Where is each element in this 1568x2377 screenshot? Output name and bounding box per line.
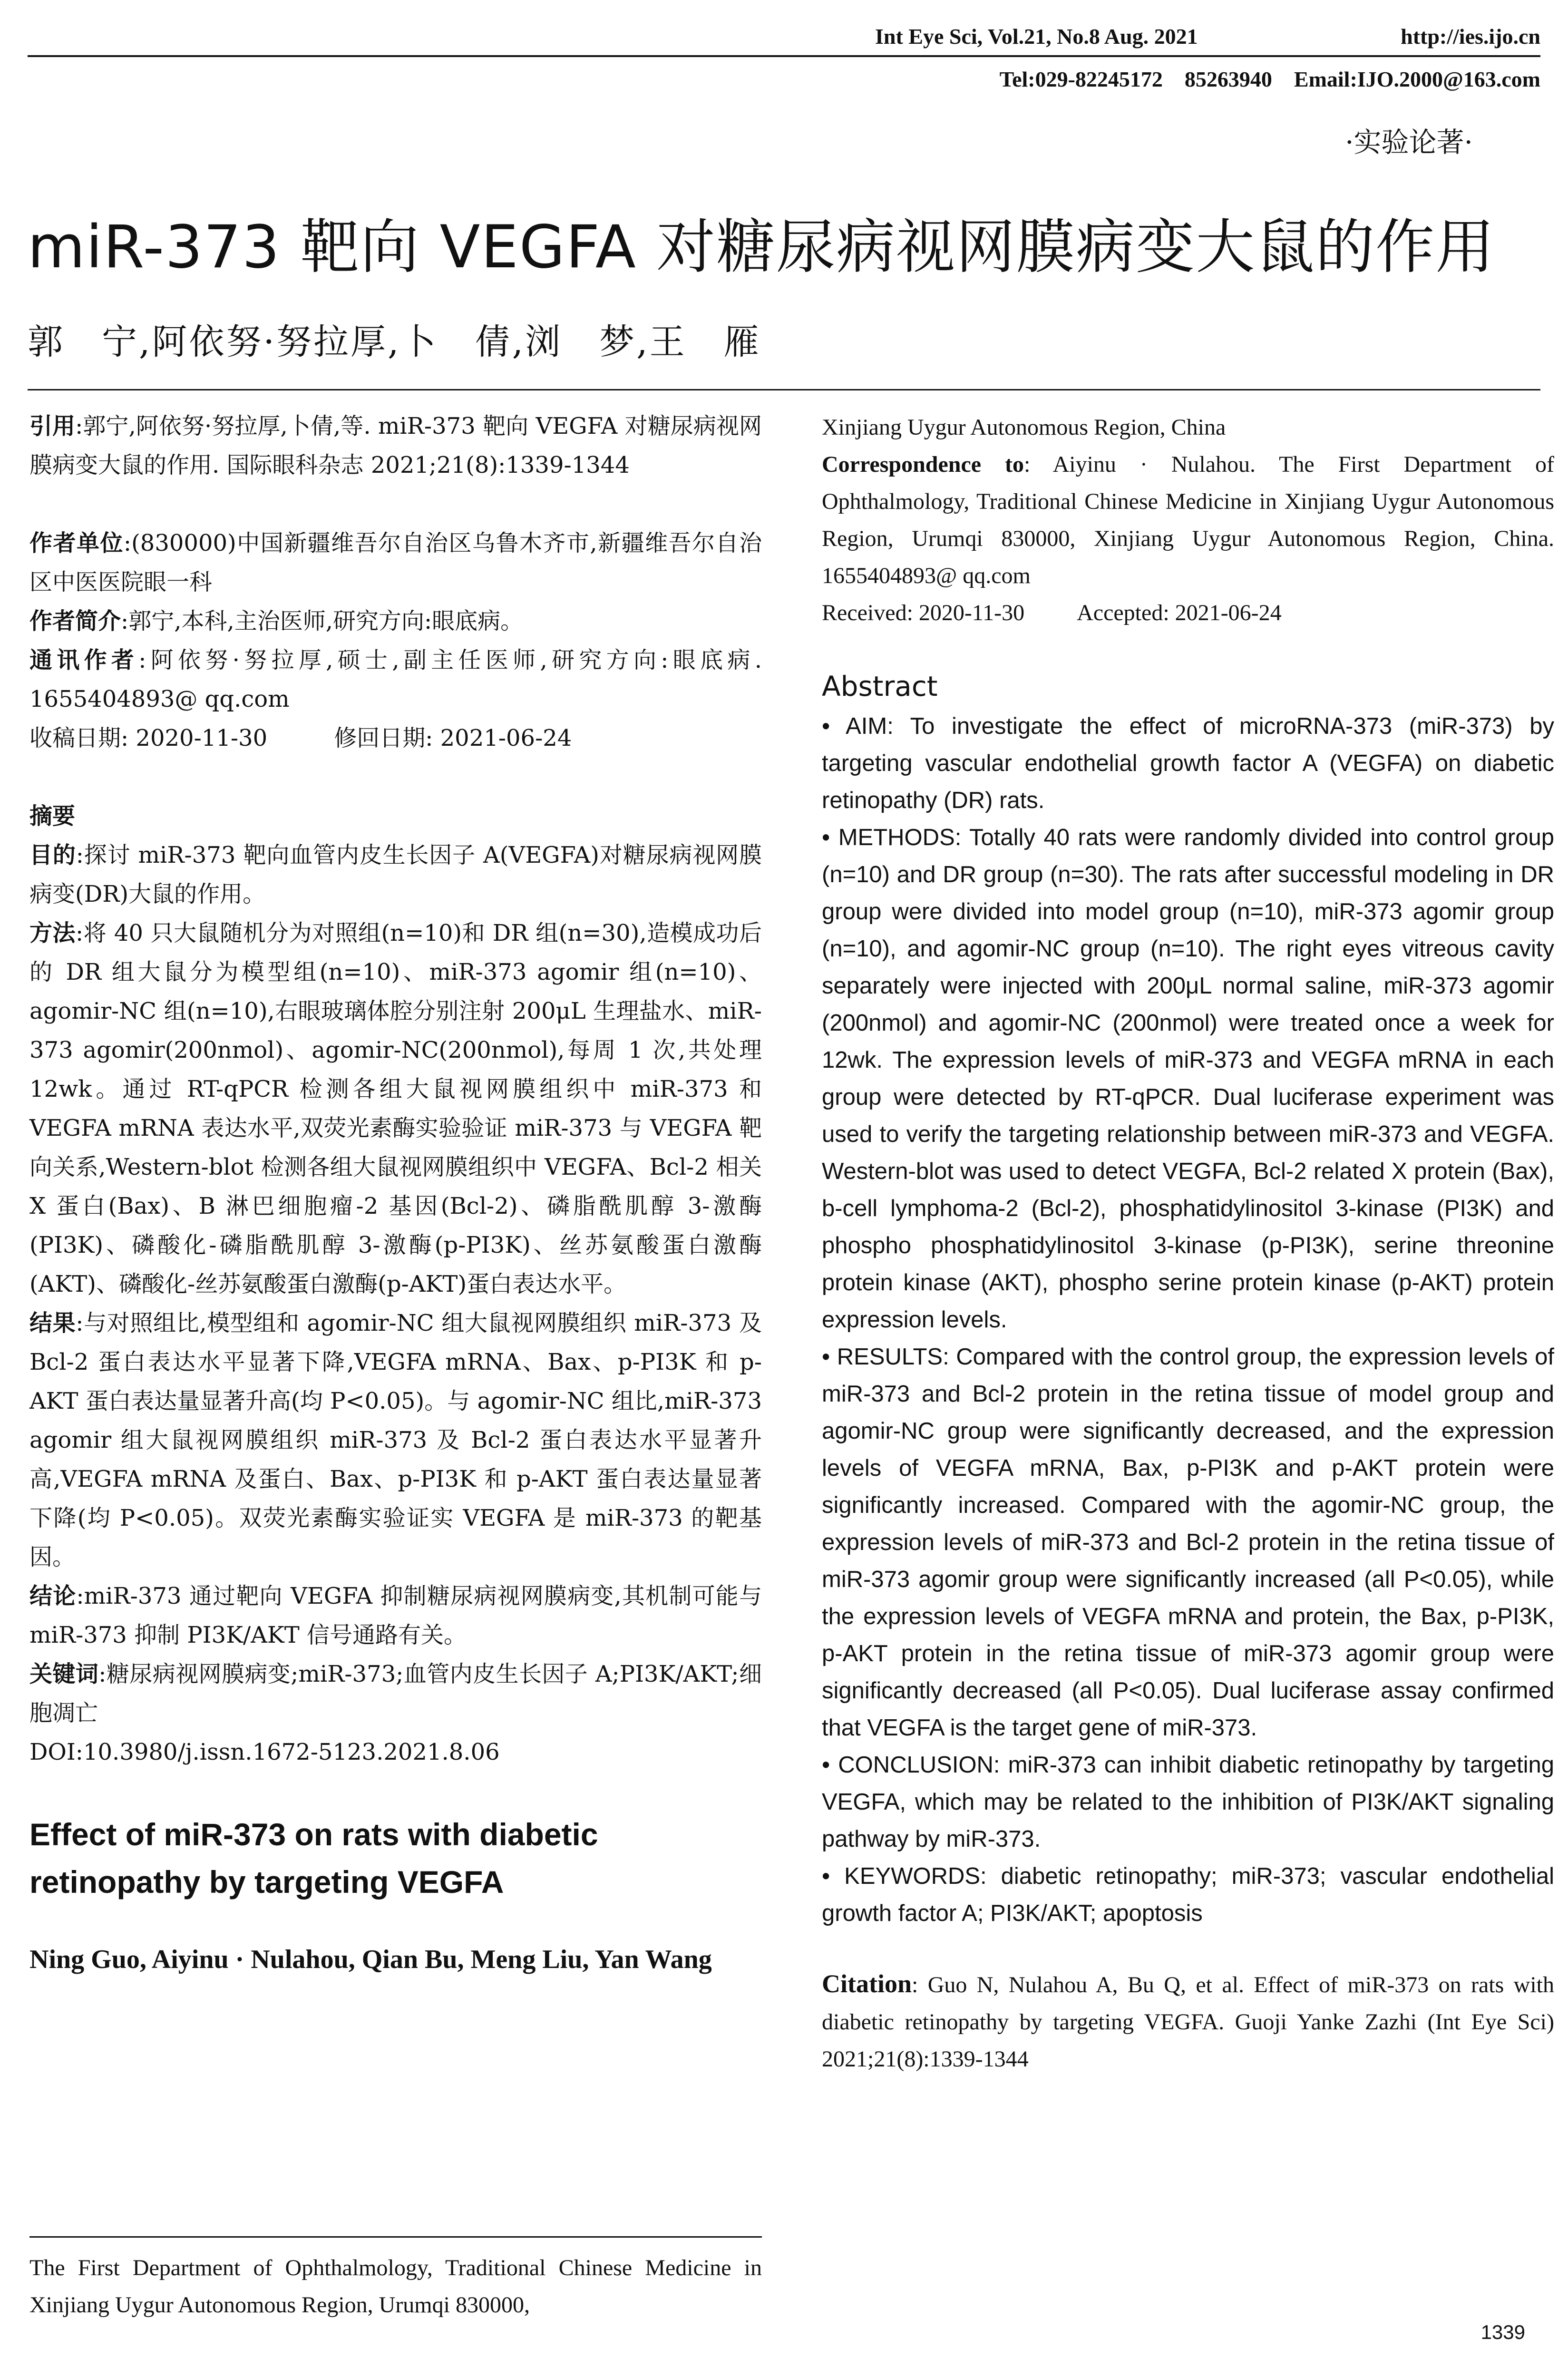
abstract-conclusion: • CONCLUSION: miR-373 can inhibit diabetic retinopathy by targeting VEGFA, which may be related to the inhibition of PI3K/AKT signaling pathway by miR-373. [822,1752,1554,1852]
journal-info: Int Eye Sci, Vol.21, No.8 Aug. 2021 [875,24,1198,49]
english-authors: Ning Guo, Aiyinu · Nulahou, Qian Bu, Meng Liu, Yan Wang [29,1945,712,1974]
dates-zh: 收稿日期: 2020-11-30 修回日期: 2021-06-24 [29,725,572,751]
english-correspondence: Correspondence to: Aiyinu · Nulahou. The First Department of Ophthalmology, Traditional Chinese Medicine in Xinjiang Uygur Autonomous Region, Urumqi 830000, Xinjiang Uygur Autonomous Region, China. 1655404893@ qq.com [822,452,1554,588]
author-bio-zh: 作者简介:郭宁,本科,主治医师,研究方向:眼底病。 [29,608,524,634]
english-title: Effect of miR-373 on rats with diabetic retinopathy by targeting VEGFA [29,1817,598,1900]
english-affiliation: The First Department of Ophthalmology, Traditional Chinese Medicine in Xinjiang Uygur Autonomous Region, Urumqi 830000, [29,2255,762,2318]
methods-zh: 方法:将 40 只大鼠随机分为对照组(n=10)和 DR 组(n=30),造模成功后的 DR 组大鼠分为模型组(n=10)、miR-373 agomir 组(n=10)、agomir-NC 组(n=10),右眼玻璃体腔分别注射 200μL 生理盐水、miR-373 agomir(200nmol)、agomir-NC(200nmol),每周 1 次,共处理 12wk。通过 RT-qPCR 检测各组大鼠视网膜组织中 miR-373 和 VEGFA mRNA 表达水平,双荧光素酶实验验证 miR-373 与 VEGFA 靶向关系,Western-blot 检测各组大鼠视网膜组织中 VEGFA、Bcl-2 相关 X 蛋白(Bax)、B 淋巴细胞瘤-2 基因(Bcl-2)、磷脂酰肌醇 3-激酶(PI3K)、磷酸化-磷脂酰肌醇 3-激酶(p-PI3K)、丝苏氨酸蛋白激酶(AKT)、磷酸化-丝苏氨酸蛋白激酶(p-AKT)蛋白表达水平。 [29,920,762,1297]
aim-zh: 目的:探讨 miR-373 靶向血管内皮生长因子 A(VEGFA)对糖尿病视网膜病变(DR)大鼠的作用。 [29,842,762,907]
right-column [822,409,1554,2078]
abstract-results: • RESULTS: Compared with the control group, the expression levels of miR-373 and Bcl-2 protein in the retina tissue of model group and agomir-NC group were significantly decreased, and the expression levels of VEGFA mRNA, Bax, p-PI3K and p-AKT protein were significantly increased. Compared with the agomir-NC group, the expression levels of miR-373 and Bcl-2 protein in the retina tissue of miR-373 agomir group were significantly increased (all P<0.05), while the expression levels of VEGFA mRNA and protein, the Bax, p-PI3K, p-AKT protein in the retina tissue of miR-373 agomir group were significantly decreased (all P<0.05). Dual luciferase assay confirmed that VEGFA is the target gene of miR-373. [822,1344,1554,1741]
header-rule [28,55,1540,57]
abstract-heading: Abstract [822,670,938,702]
citation-zh: 引用:郭宁,阿依努·努拉厚,卜倩,等. miR-373 靶向 VEGFA 对糖尿病视网膜病变大鼠的作用. 国际眼科杂志 2021;21(8):1339-1344 [29,413,762,478]
page-number: 1339 [1480,2321,1525,2343]
correspondence-zh: 通讯作者:阿依努·努拉厚,硕士,副主任医师,研究方向:眼底病. 1655404893@ qq.com [29,647,762,712]
title-rule [28,389,1540,390]
journal-url[interactable]: http://ies.ijo.cn [1401,24,1540,49]
conclusion-zh: 结论:miR-373 通过靶向 VEGFA 抑制糖尿病视网膜病变,其机制可能与 miR-373 抑制 PI3K/AKT 信号通路有关。 [29,1583,762,1648]
left-column [29,407,762,1980]
results-zh: 结果:与对照组比,模型组和 agomir-NC 组大鼠视网膜组织 miR-373 及 Bcl-2 蛋白表达水平显著下降,VEGFA mRNA、Bax、p-PI3K 和 p-AKT 蛋白表达量显著升高(均 P<0.05)。与 agomir-NC 组比,miR-373 agomir 组大鼠视网膜组织 miR-373 及 Bcl-2 蛋白表达水平显著升高,VEGFA mRNA 及蛋白、Bax、p-PI3K 和 p-AKT 蛋白表达量显著下降(均 P<0.05)。双荧光素酶实验证实 VEGFA 是 miR-373 的靶基因。 [29,1310,762,1570]
english-citation: Citation: Guo N, Nulahou A, Bu Q, et al. Effect of miR-373 on rats with diabetic retinopathy by targeting VEGFA. Guoji Yanke Zazhi (Int Eye Sci) 2021;21(8):1339-1344 [822,1969,1554,2072]
abstract-methods: • METHODS: Totally 40 rats were randomly divided into control group (n=10) and DR group (n=30). The rats after successful modeling in DR group were divided into model group (n=10), miR-373 agomir group (n=10), and agomir-NC group (n=10). The right eyes vitreous cavity separately were injected with 200μL normal saline, miR-373 agomir (200nmol) and agomir-NC (200nmol) were treated once a week for 12wk. The expression levels of miR-373 and VEGFA mRNA in each group were detected by RT-qPCR. Dual luciferase experiment was used to verify the targeting relationship between miR-373 and VEGFA. Western-blot was used to detect VEGFA, Bcl-2 related X protein (Bax), b-cell lymphoma-2 (Bcl-2), phosphatidylinositol 3-kinase (PI3K) and phospho phosphatidylinositol 3-kinase (p-PI3K), serine threonine protein kinase (AKT), phospho serine protein kinase (p-AKT) protein expression levels. [822,825,1554,1333]
article-title: miR-373 靶向 VEGFA 对糖尿病视网膜病变大鼠的作用 [28,213,1496,282]
journal-contact: Tel:029-82245172 85263940 Email:IJO.2000@163.com [999,67,1540,91]
english-dates: Received: 2020-11-30 Accepted: 2021-06-24 [822,600,1282,625]
footnote-rule [29,2236,762,2238]
english-affiliation-cont: Xinjiang Uygur Autonomous Region, China [822,415,1226,440]
author-list: 郭 宁,阿依努·努拉厚,卜 倩,浏 梦,王 雁 [28,321,761,362]
keywords-zh: 关键词:糖尿病视网膜病变;miR-373;血管内皮生长因子 A;PI3K/AKT;细胞凋亡 [29,1661,762,1726]
abstract-keywords: • KEYWORDS: diabetic retinopathy; miR-373; vascular endothelial growth factor A; PI3K/AKT; apoptosis [822,1863,1554,1926]
section-tag: ·实验论著· [1345,126,1473,158]
abstract-heading-zh: 摘要 [29,803,76,829]
abstract-aim: • AIM: To investigate the effect of microRNA-373 (miR-373) by targeting vascular endothelial growth factor A (VEGFA) on diabetic retinopathy (DR) rats. [822,713,1554,813]
affiliation-zh: 作者单位:(830000)中国新疆维吾尔自治区乌鲁木齐市,新疆维吾尔自治区中医医院眼一科 [29,530,762,595]
doi[interactable]: DOI:10.3980/j.issn.1672-5123.2021.8.06 [29,1739,500,1765]
